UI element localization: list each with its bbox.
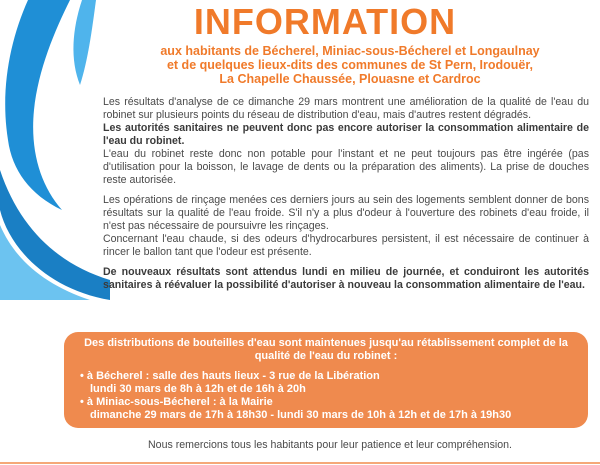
distribution-list (80, 370, 580, 422)
distribution-time: lundi 30 mars de 8h à 12h et de 16h à 20h (90, 383, 306, 395)
subtitle-line: et de quelques lieux-dits des communes de St Pern, Irodouër, (166, 58, 534, 72)
bottom-divider (0, 462, 600, 464)
paragraph-non-potable: L'eau du robinet reste donc non potable pour l'instant et ne peut toujours pas être ingérée (pas d'utilisation pour la boisson, le lavage de dents ou la préparation des aliments). La prise de douches reste autorisée. (103, 148, 589, 186)
subtitle-line: La Chapelle Chaussée, Plouasne et Cardroc (219, 72, 481, 86)
paragraph-authorities: Les autorités sanitaires ne peuvent donc pas encore autoriser la consommation alimentaire de l'eau du robinet. (103, 122, 589, 147)
distribution-location: • à Miniac-sous-Bécherel : à la Mairie (80, 396, 273, 408)
distribution-location: • à Bécherel : salle des hauts lieux - 3 rue de la Libération (80, 370, 380, 382)
subtitle-line: aux habitants de Bécherel, Miniac-sous-Bécherel et Longaulnay (160, 44, 540, 58)
body-text (103, 96, 589, 292)
banner-heading: Des distributions de bouteilles d'eau sont maintenues jusqu'au rétablissement complet de la qualité de l'eau du robinet : (84, 337, 568, 362)
paragraph-next-results: De nouveaux résultats sont attendus lundi en milieu de journée, et conduiront les autorités sanitaires à réévaluer la possibilité d'autoriser à nouveau la consommation alimentaire de l'eau. (103, 266, 589, 291)
water-drop-logo-icon (0, 0, 110, 300)
list-item (80, 370, 580, 396)
paragraph-hot-water: Concernant l'eau chaude, si des odeurs d'hydrocarbures persistent, il est nécessaire de continuer à rincer le ballon tant que l'odeur est présente. (103, 233, 589, 258)
thanks-message: Nous remercions tous les habitants pour leur patience et leur compréhension. (148, 439, 512, 451)
subtitle (110, 44, 590, 86)
list-item (80, 396, 580, 422)
distribution-time: dimanche 29 mars de 17h à 18h30 - lundi 30 mars de 10h à 12h et de 17h à 19h30 (90, 409, 512, 421)
page-title: INFORMATION (193, 1, 457, 42)
distribution-banner (64, 332, 588, 428)
paragraph-results: Les résultats d'analyse de ce dimanche 29 mars montrent une amélioration de la qualité de l'eau du robinet sur plusieurs points du réseau de distribution d'eau, mais d'autres restent dégradés. (103, 96, 589, 121)
paragraph-rinsing: Les opérations de rinçage menées ces derniers jours au sein des logements semblent donner de bons résultats sur la qualité de l'eau froide. S'il n'y a plus d'odeur à l'ouverture des robinets d'eau froide, il n'est pas nécessaire de poursuivre les rinçages. (103, 194, 589, 232)
